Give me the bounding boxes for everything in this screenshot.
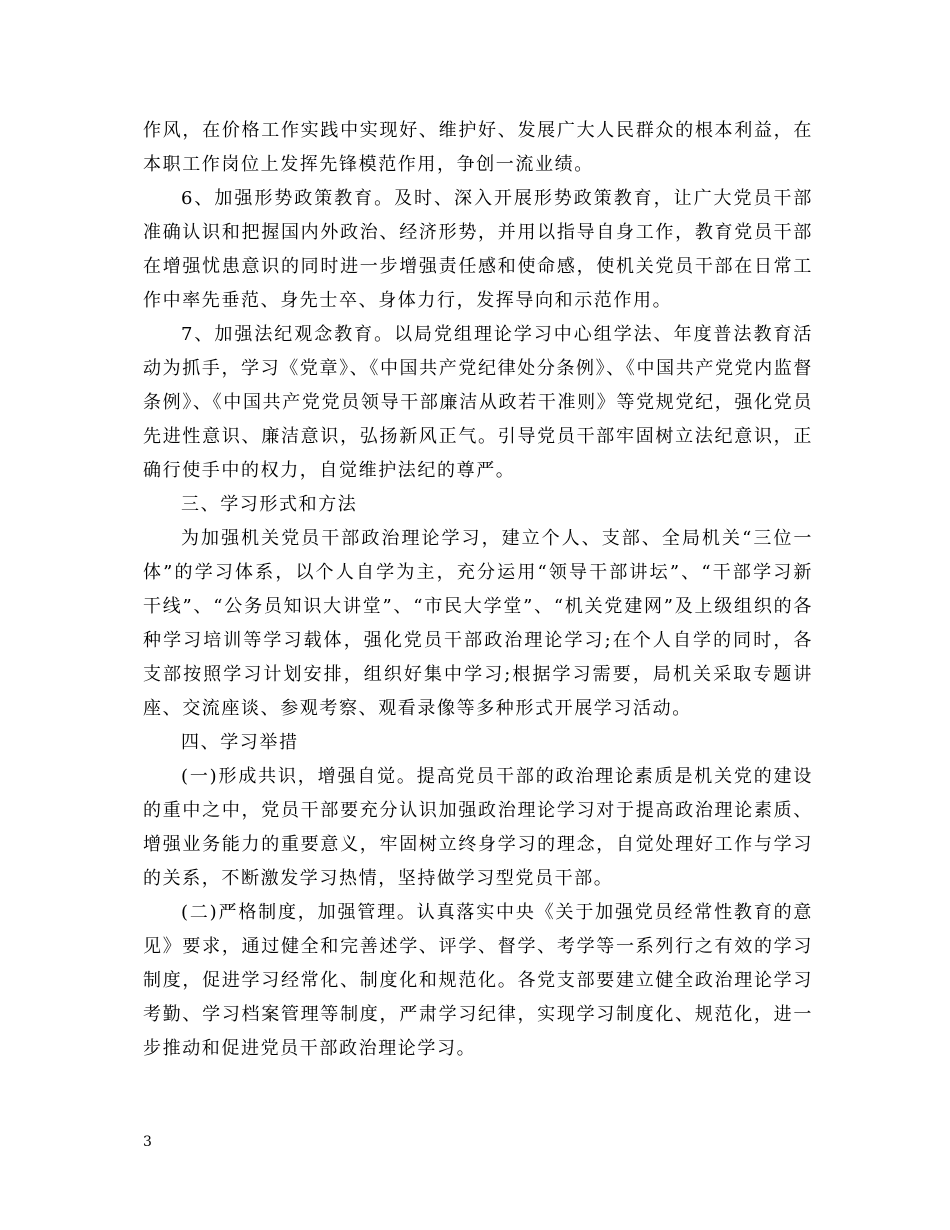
page-number: 3 (143, 1134, 152, 1150)
section-heading-methods: 三、学习形式和方法 (181, 494, 358, 515)
paragraph-2: 6、加强形势政策教育。及时、深入开展形势政策教育，让广大党员干部准确认识和把握国内外政治、经济形势，并用以指导自身工作，教育党员干部在增强忧患意识的同时进一步增强责任感和使命感，使机关党员干部在日常工作中率先垂范、身先士卒、身体力行，发挥导向和示范作用。 (143, 188, 813, 311)
paragraph-8: (二)严格制度，加强管理。认真落实中央《关于加强党员经常性教育的意见》要求，通过健全和完善述学、评学、督学、考学等一系列行之有效的学习制度，促进学习经常化、制度化和规范化。各党支部要建立健全政治理论学习考勤、学习档案管理等制度，严肃学习纪律，实现学习制度化、规范化，进一步推动和促进党员干部政治理论学习。 (143, 902, 813, 1059)
paragraph-5: 为加强机关党员干部政治理论学习，建立个人、支部、全局机关“三位一体”的学习体系，以个人自学为主，充分运用“领导干部讲坛”、“干部学习新干线”、“公务员知识大讲堂”、“市民大学堂”、“机关党建网”及上级组织的各种学习培训等学习载体，强化党员干部政治理论学习;在个人自学的同时，各支部按照学习计划安排，组织好集中学习;根据学习需要，局机关采取专题讲座、交流座谈、参观考察、观看录像等多种形式开展学习活动。 (143, 528, 813, 719)
paragraph-7: (一)形成共识，增强自觉。提高党员干部的政治理论素质是机关党的建设的重中之中，党员干部要充分认识加强政治理论学习对于提高政治理论素质、增强业务能力的重要意义，牢固树立终身学习的理念，自觉处理好工作与学习的关系，不断激发学习热情，坚持做学习型党员干部。 (143, 766, 813, 889)
document-body (143, 114, 813, 1066)
paragraph-3: 7、加强法纪观念教育。以局党组理论学习中心组学法、年度普法教育活动为抓手，学习《党章》、《中国共产党纪律处分条例》、《中国共产党党内监督条例》、《中国共产党党员领导干部廉洁从政若干准则》等党规党纪，强化党员先进性意识、廉洁意识，弘扬新风正气。引导党员干部牢固树立法纪意识，正确行使手中的权力，自觉维护法纪的尊严。 (143, 324, 813, 481)
paragraph-1: 作风，在价格工作实践中实现好、维护好、发展广大人民群众的根本利益，在本职工作岗位上发挥先锋模范作用，争创一流业绩。 (143, 120, 813, 175)
section-heading-measures: 四、学习举措 (181, 732, 299, 753)
